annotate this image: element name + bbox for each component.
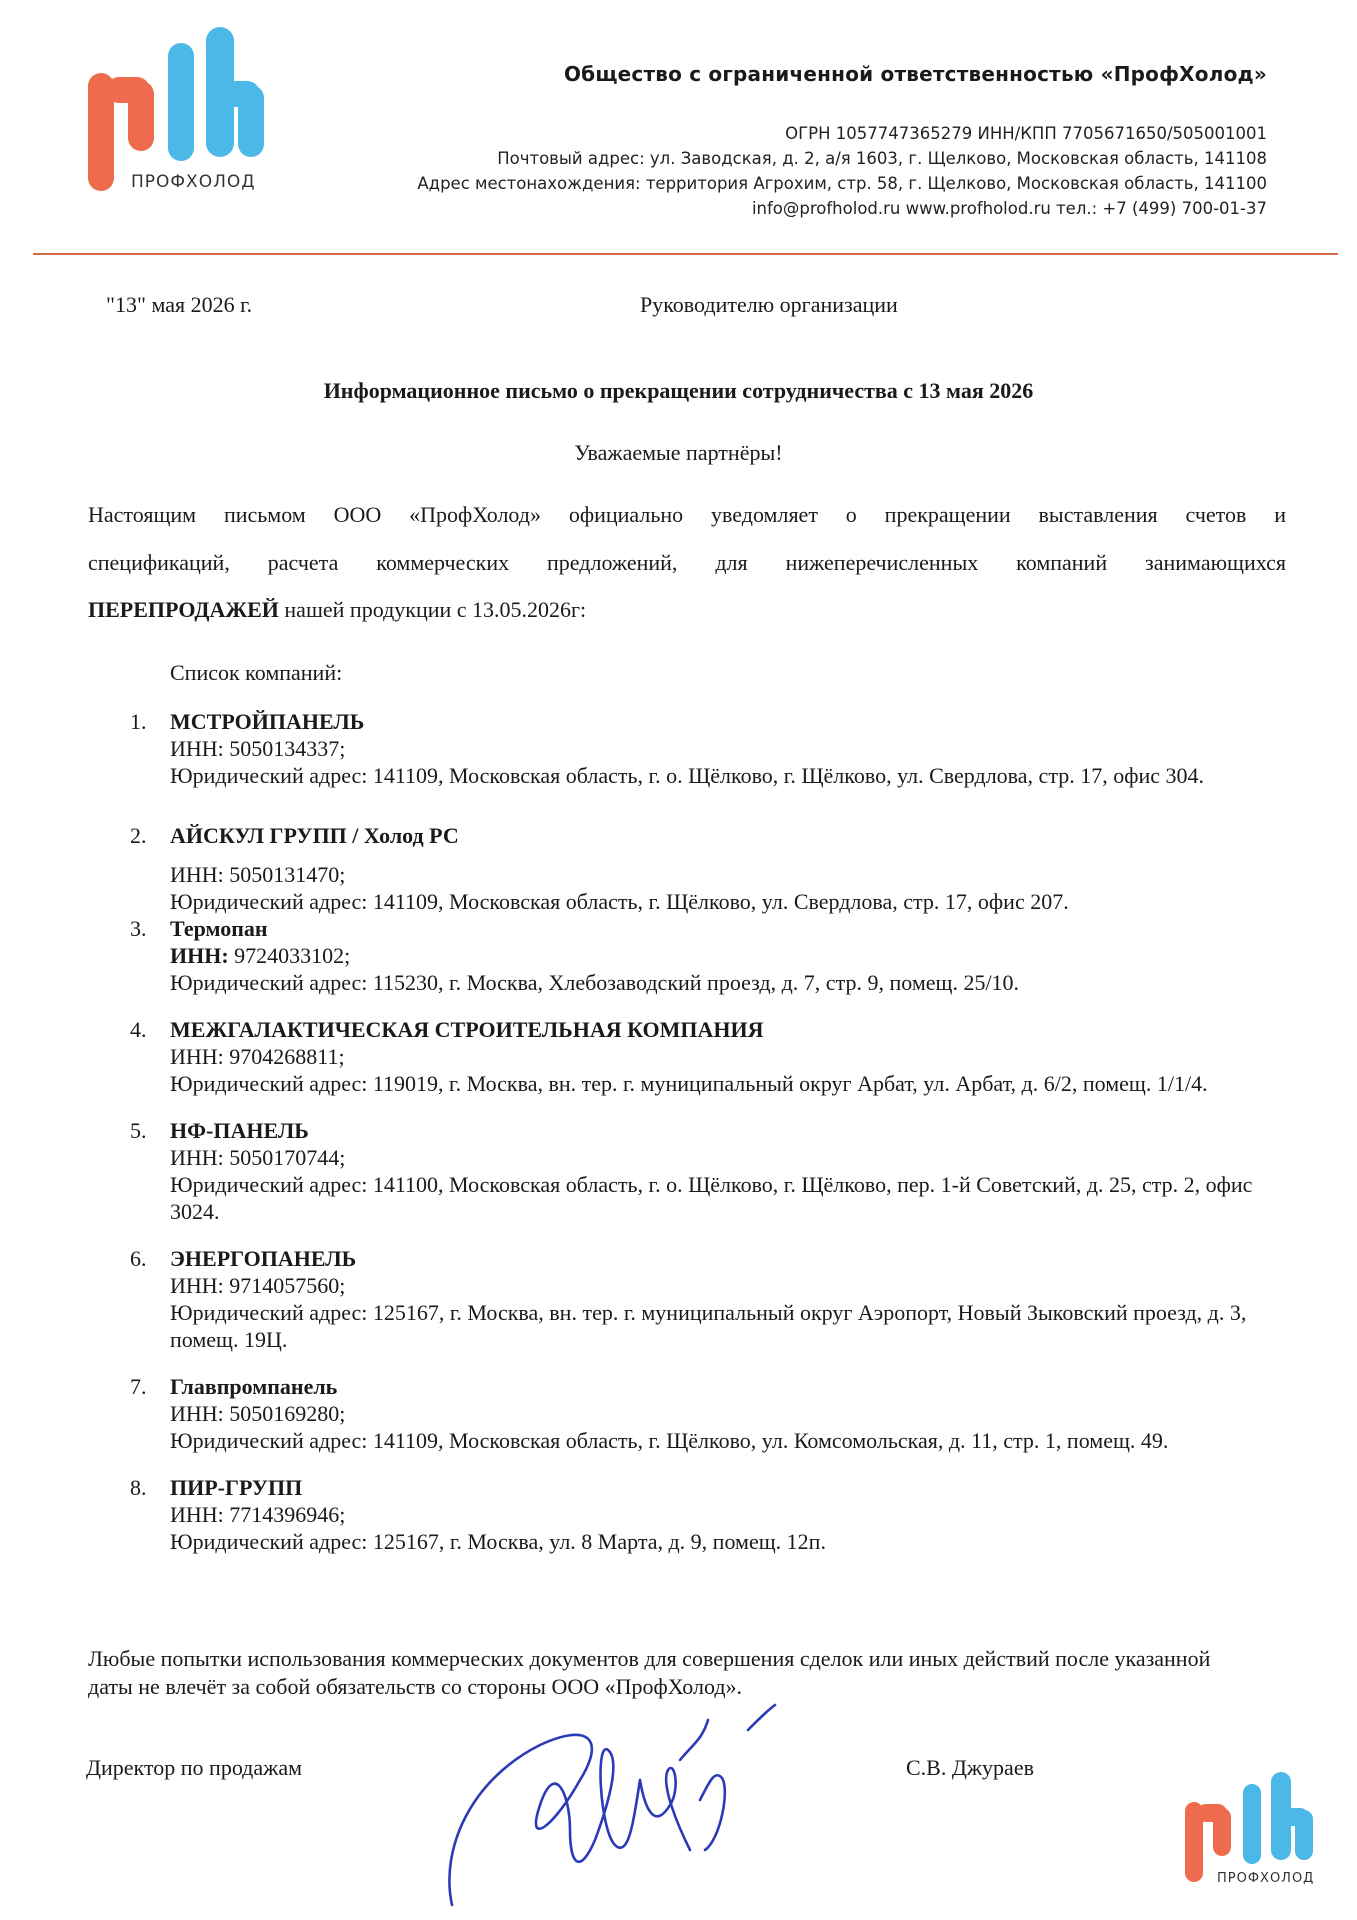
body-paragraph-line	[88, 597, 1286, 623]
company-address: Юридический адрес: 125167, г. Москва, вн. тер. г. муниципальный округ Аэропорт, Новый Зыковский проезд, д. 3, помещ. 19Ц.	[170, 1300, 1247, 1352]
company-inn: ИНН: 7714396946;	[170, 1502, 346, 1527]
postal-address: Почтовый адрес: ул. Заводская, д. 2, а/я 1603, г. Щелково, Московская область, 141108	[497, 149, 1267, 168]
list-item-number: 8.	[130, 1475, 147, 1500]
inn-label: ИНН:	[170, 943, 229, 968]
list-item-number: 6.	[130, 1246, 147, 1271]
company-name: Главпромпанель	[170, 1374, 338, 1399]
letter-greeting: Уважаемые партнёры!	[574, 440, 783, 465]
closing-paragraph: Любые попытки использования коммерческих документов для совершения сделок или иных действий после указанной даты не влечёт за собой обязательств со стороны ООО «ПрофХолод».	[88, 1646, 1211, 1699]
company-inn: ИНН: 9704268811;	[170, 1044, 345, 1069]
inn-value: 9724033102;	[228, 943, 351, 968]
letter-addressee: Руководителю организации	[640, 292, 898, 317]
body-paragraph-line: спецификаций, расчета коммерческих предложений, для нижеперечисленных компаний занимающихся	[88, 550, 1286, 575]
list-item-number: 1.	[130, 709, 147, 734]
company-address: Юридический адрес: 119019, г. Москва, вн. тер. г. муниципальный округ Арбат, ул. Арбат, д. 6/2, помещ. 1/1/4.	[170, 1071, 1208, 1096]
company-list-title: Список компаний:	[170, 660, 343, 685]
signer-name: С.В. Джураев	[906, 1755, 1034, 1780]
company-list	[120, 708, 1290, 1555]
logo-caption: ПРОФХОЛОД	[131, 172, 256, 192]
company-contacts: info@profholod.ru www.profholod.ru тел.: +7 (499) 700-01-37	[751, 199, 1267, 218]
company-inn: ИНН: 5050134337;	[170, 736, 346, 761]
letter-date: "13" мая 2026 г.	[106, 292, 253, 317]
company-name: ЭНЕРГОПАНЕЛЬ	[170, 1246, 357, 1271]
company-inn: ИНН: 5050131470;	[170, 862, 346, 887]
letter-subject: Информационное письмо о прекращении сотрудничества с 13 мая 2026	[323, 378, 1034, 403]
body-paragraph-end: нашей продукции с 13.05.2026г:	[278, 597, 587, 622]
list-item-number: 2.	[130, 823, 147, 848]
location-address: Адрес местонахождения: территория Агрохим, стр. 58, г. Щелково, Московская область, 141100	[417, 174, 1267, 193]
list-item-number: 5.	[130, 1118, 147, 1143]
company-name: МЕЖГАЛАКТИЧЕСКАЯ СТРОИТЕЛЬНАЯ КОМПАНИЯ	[170, 1017, 764, 1042]
list-item	[120, 1117, 1290, 1225]
list-item	[120, 1373, 1290, 1454]
company-name: АЙСКУЛ ГРУПП / Холод РС	[170, 823, 459, 848]
company-address: Юридический адрес: 125167, г. Москва, ул. 8 Марта, д. 9, помещ. 12п.	[170, 1529, 826, 1554]
company-name: Термопан	[170, 916, 268, 941]
resale-emphasis: ПЕРЕПРОДАЖЕЙ	[88, 597, 279, 622]
company-name: НФ-ПАНЕЛЬ	[170, 1118, 309, 1143]
company-address: Юридический адрес: 141109, Московская область, г. Щёлково, ул. Комсомольская, д. 11, стр. 1, помещ. 49.	[170, 1428, 1169, 1453]
list-item	[120, 1016, 1290, 1097]
list-item	[120, 915, 1290, 996]
body-paragraph-line: Настоящим письмом ООО «ПрофХолод» официально уведомляет о прекращении выставления счетов и	[88, 502, 1286, 527]
company-address: Юридический адрес: 141109, Московская область, г. о. Щёлково, г. Щёлково, ул. Свердлова, стр. 17, офис 304.	[170, 763, 1204, 788]
company-name: Общество с ограниченной ответственностью «ПрофХолод»	[563, 62, 1267, 86]
list-item-number: 4.	[130, 1017, 147, 1042]
list-item	[120, 708, 1290, 789]
list-item	[120, 1245, 1290, 1353]
company-name: ПИР-ГРУПП	[170, 1475, 303, 1500]
company-requisites: ОГРН 1057747365279 ИНН/КПП 7705671650/505001001	[785, 124, 1267, 143]
list-item	[120, 1474, 1290, 1555]
logo-small-caption: ПРОФХОЛОД	[1217, 1871, 1315, 1886]
header-divider	[33, 253, 1338, 255]
handwritten-signature	[430, 1700, 810, 1915]
company-address: Юридический адрес: 141109, Московская область, г. Щёлково, ул. Свердлова, стр. 17, офис 207.	[170, 889, 1069, 914]
company-address: Юридический адрес: 141100, Московская область, г. о. Щёлково, г. Щёлково, пер. 1-й Советский, д. 25, стр. 2, офис 3024.	[170, 1172, 1253, 1224]
company-inn	[170, 942, 1290, 969]
list-item-number: 3.	[130, 916, 147, 941]
list-item-number: 7.	[130, 1374, 147, 1399]
company-address: Юридический адрес: 115230, г. Москва, Хлебозаводский проезд, д. 7, стр. 9, помещ. 25/10.	[170, 970, 1020, 995]
company-inn: ИНН: 9714057560;	[170, 1273, 346, 1298]
list-item	[120, 822, 1290, 915]
company-name: МСТРОЙПАНЕЛЬ	[170, 709, 365, 734]
signer-role: Директор по продажам	[86, 1755, 303, 1780]
company-inn: ИНН: 5050170744;	[170, 1145, 346, 1170]
company-inn: ИНН: 5050169280;	[170, 1401, 346, 1426]
